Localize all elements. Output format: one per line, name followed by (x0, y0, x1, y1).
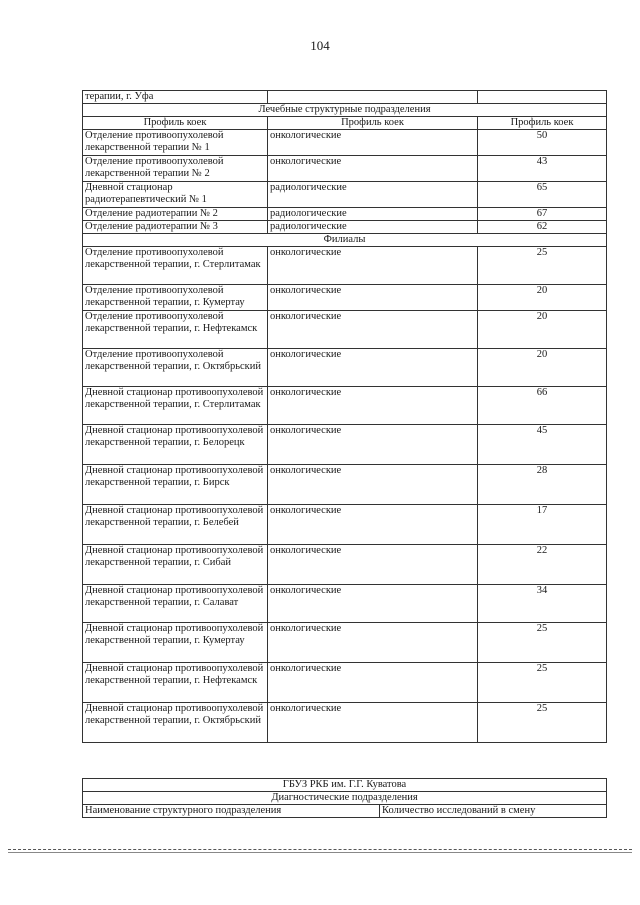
table-row (83, 465, 607, 505)
table-row (83, 703, 607, 743)
cell-profile: радиологические (268, 182, 478, 208)
table-row (83, 311, 607, 349)
cell-profile: онкологические (268, 425, 478, 465)
cell-count: 22 (478, 545, 607, 585)
cell-profile: онкологические (268, 349, 478, 387)
cell-name: Дневной стационар противоопухолевой лекарственной терапии, г. Кумертау (83, 623, 268, 663)
cell-count: 34 (478, 585, 607, 623)
cell-name: Отделение противоопухолевой лекарственной терапии № 2 (83, 156, 268, 182)
cell-name: Дневной стационар противоопухолевой лекарственной терапии, г. Белорецк (83, 425, 268, 465)
cell-count: 66 (478, 387, 607, 425)
cell-count: 20 (478, 285, 607, 311)
org-row (83, 779, 607, 792)
section-title-treatment: Лечебные структурные подразделения (83, 104, 607, 117)
cell-name: терапии, г. Уфа (83, 91, 268, 104)
column-header: Профиль коек (478, 117, 607, 130)
cell-profile: онкологические (268, 663, 478, 703)
cell-count: 25 (478, 663, 607, 703)
table-row (83, 663, 607, 703)
table-row (83, 425, 607, 465)
cell-name: Дневной стационар противоопухолевой лекарственной терапии, г. Бирск (83, 465, 268, 505)
section-row (83, 104, 607, 117)
cell-profile: радиологические (268, 221, 478, 234)
cell-name: Дневной стационар противоопухолевой лекарственной терапии, г. Белебей (83, 505, 268, 545)
cell-profile: онкологические (268, 505, 478, 545)
header-row (83, 805, 607, 818)
cell-profile: онкологические (268, 156, 478, 182)
cell-profile: онкологические (268, 311, 478, 349)
table-row (83, 247, 607, 285)
cell-count: 45 (478, 425, 607, 465)
cell-count: 43 (478, 156, 607, 182)
cell-count: 20 (478, 311, 607, 349)
cell-name: Дневной стационар противоопухолевой лекарственной терапии, г. Салават (83, 585, 268, 623)
cell-profile: онкологические (268, 387, 478, 425)
beds-table (82, 90, 607, 743)
table-row (83, 623, 607, 663)
cell-name: Дневной стационар противоопухолевой лекарственной терапии, г. Сибай (83, 545, 268, 585)
cell-count: 17 (478, 505, 607, 545)
cell-profile: онкологические (268, 585, 478, 623)
cell-profile: онкологические (268, 247, 478, 285)
table-row (83, 156, 607, 182)
cell-count: 25 (478, 703, 607, 743)
table-row (83, 585, 607, 623)
cell-name: Дневной стационар противоопухолевой лекарственной терапии, г. Нефтекамск (83, 663, 268, 703)
section-title-branches: Филиалы (83, 234, 607, 247)
cell-profile: онкологические (268, 130, 478, 156)
cell-profile: онкологические (268, 465, 478, 505)
cell-profile: онкологические (268, 545, 478, 585)
table-row (83, 182, 607, 208)
divider (8, 849, 632, 850)
cell-profile: онкологические (268, 285, 478, 311)
cell-name: Дневной стационар противоопухолевой лекарственной терапии, г. Октябрьский (83, 703, 268, 743)
page-number: 104 (310, 38, 330, 53)
table-row (83, 221, 607, 234)
cell-count: 25 (478, 623, 607, 663)
cell-name: Отделение противоопухолевой лекарственной терапии, г. Стерлитамак (83, 247, 268, 285)
cell-name: Отделение противоопухолевой лекарственной терапии, г. Октябрьский (83, 349, 268, 387)
cell-count: 50 (478, 130, 607, 156)
cell-profile: радиологические (268, 208, 478, 221)
cell-name: Отделение противоопухолевой лекарственной терапии, г. Нефтекамск (83, 311, 268, 349)
column-header: Профиль коек (268, 117, 478, 130)
cell-count: 25 (478, 247, 607, 285)
table-row (83, 387, 607, 425)
cell-count: 62 (478, 221, 607, 234)
cell-name: Дневной стационар радиотерапевтический № 1 (83, 182, 268, 208)
cell-name: Отделение противоопухолевой лекарственной терапии № 1 (83, 130, 268, 156)
cell-count: 65 (478, 182, 607, 208)
cell-name: Отделение противоопухолевой лекарственной терапии, г. Кумертау (83, 285, 268, 311)
table-row (83, 285, 607, 311)
cell-profile: онкологические (268, 703, 478, 743)
org-name: ГБУЗ РКБ им. Г.Г. Куватова (83, 779, 607, 792)
section-row (83, 792, 607, 805)
cell-name: Дневной стационар противоопухолевой лекарственной терапии, г. Стерлитамак (83, 387, 268, 425)
diagnostic-table (82, 778, 607, 818)
cell-name: Отделение радиотерапии № 2 (83, 208, 268, 221)
column-header: Количество исследований в смену (380, 805, 607, 818)
table-row (83, 505, 607, 545)
table-row (83, 349, 607, 387)
column-header: Наименование структурного подразделения (83, 805, 380, 818)
section-row (83, 234, 607, 247)
cell-name: Отделение радиотерапии № 3 (83, 221, 268, 234)
table-row (83, 91, 607, 104)
cell-count: 67 (478, 208, 607, 221)
column-header: Профиль коек (83, 117, 268, 130)
cell-count: 28 (478, 465, 607, 505)
header-row (83, 117, 607, 130)
cell-profile: онкологические (268, 623, 478, 663)
table-row (83, 545, 607, 585)
divider (8, 852, 632, 853)
cell-count: 20 (478, 349, 607, 387)
table-row (83, 130, 607, 156)
table-row (83, 208, 607, 221)
section-title-diagnostic: Диагностические подразделения (83, 792, 607, 805)
